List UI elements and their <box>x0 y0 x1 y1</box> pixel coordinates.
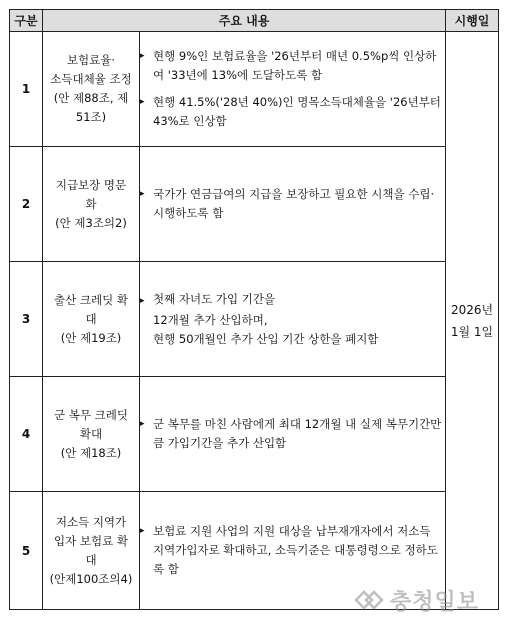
bullet-item <box>140 415 445 453</box>
law-cell <box>43 32 140 147</box>
row-number: 5 <box>10 492 43 610</box>
arrow-bullet-icon: ▸ <box>140 295 145 306</box>
bullet-text: 보험료 지원 사업의 지원 대상을 납부재개자에서 저소득 지역가입자로 확대하고, 소득기준은 대통령령으로 정하도록 함 <box>153 524 438 576</box>
row-number: 1 <box>10 32 43 147</box>
law-line: 지급보장 명문 <box>55 177 127 192</box>
bullet-text: 현행 9%인 보험료율을 '26년부터 매년 0.5%p씩 인상하여 '33년에 13%에 도달하도록 함 <box>153 49 437 82</box>
law-line: 51조) <box>75 110 107 124</box>
row-number: 2 <box>10 147 43 262</box>
bullet-text: 현행 41.5%('28년 40%)인 명목소득대체율을 '26년부터 43%로 인상함 <box>153 95 441 128</box>
law-cell <box>43 377 140 492</box>
bullet-item <box>140 185 445 223</box>
law-line: (안 제19조) <box>60 330 122 345</box>
table-row <box>10 377 499 492</box>
content-cell <box>140 32 446 147</box>
law-line: (안제100조의4) <box>49 571 133 586</box>
arrow-bullet-icon: ▸ <box>140 189 145 199</box>
law-line: 저소득 지역가 <box>55 514 127 529</box>
publisher-logo-icon <box>352 585 386 615</box>
bullet-item <box>140 290 445 311</box>
law-cell <box>43 492 140 610</box>
bullet-item <box>140 93 445 131</box>
row-number: 3 <box>10 262 43 377</box>
header-date: 시행일 <box>446 10 499 32</box>
law-line: 대 <box>85 552 97 567</box>
law-cell <box>43 147 140 262</box>
header-content: 주요 내용 <box>43 10 446 32</box>
law-line: 보험료율· <box>66 53 116 67</box>
table-row <box>10 262 499 377</box>
bullet-continuation <box>140 311 445 330</box>
bullet-text: 국가가 연금급여의 지급을 보장하고 필요한 시책을 수립·시행하도록 함 <box>153 187 435 220</box>
law-cell <box>43 262 140 377</box>
law-line: 소득대체율 조정 <box>50 72 132 86</box>
bullet-text: 군 복무를 마친 사람에게 최대 12개월 내 실제 복무기간만큼 가입기간을 추가 산입함 <box>153 417 442 450</box>
content-cell <box>140 377 446 492</box>
bullet-continuation <box>140 330 445 349</box>
arrow-bullet-icon: ▸ <box>140 51 145 61</box>
bullet-text: 현행 50개월인 추가 산입 기간 상한을 폐지함 <box>153 331 379 346</box>
bullet-item <box>140 522 445 579</box>
law-line: (안 제88조, 제 <box>53 91 129 105</box>
content-cell <box>140 262 446 377</box>
bullet-item <box>140 47 445 85</box>
header-row <box>10 10 499 32</box>
law-line: 군 복무 크레딧 <box>54 407 128 422</box>
row-number: 4 <box>10 377 43 492</box>
law-line: 화 <box>85 196 97 211</box>
law-line: 대 <box>85 311 97 326</box>
effective-date: 2026년 1월 1일 <box>450 302 494 339</box>
law-line: (안 제3조의2) <box>55 215 127 230</box>
header-no: 구분 <box>10 10 43 32</box>
table-row <box>10 32 499 147</box>
publisher-name: 충청일보 <box>390 589 480 615</box>
arrow-bullet-icon: ▸ <box>140 419 145 429</box>
reform-table <box>9 9 499 610</box>
arrow-bullet-icon: ▸ <box>140 526 145 536</box>
bullet-text: 첫째 자녀도 가입 기간을 <box>153 291 276 306</box>
content-cell <box>140 147 446 262</box>
publisher-watermark <box>352 583 502 617</box>
bullet-text: 12개월 추가 산입하며, <box>153 312 268 327</box>
law-line: 입자 보험료 확 <box>54 533 128 548</box>
law-line: 확대 <box>79 426 103 441</box>
effective-date-cell <box>446 32 499 610</box>
law-line: 출산 크레딧 확 <box>54 292 128 307</box>
arrow-bullet-icon: ▸ <box>140 97 145 107</box>
table-row <box>10 147 499 262</box>
law-line: (안 제18조) <box>60 445 122 460</box>
